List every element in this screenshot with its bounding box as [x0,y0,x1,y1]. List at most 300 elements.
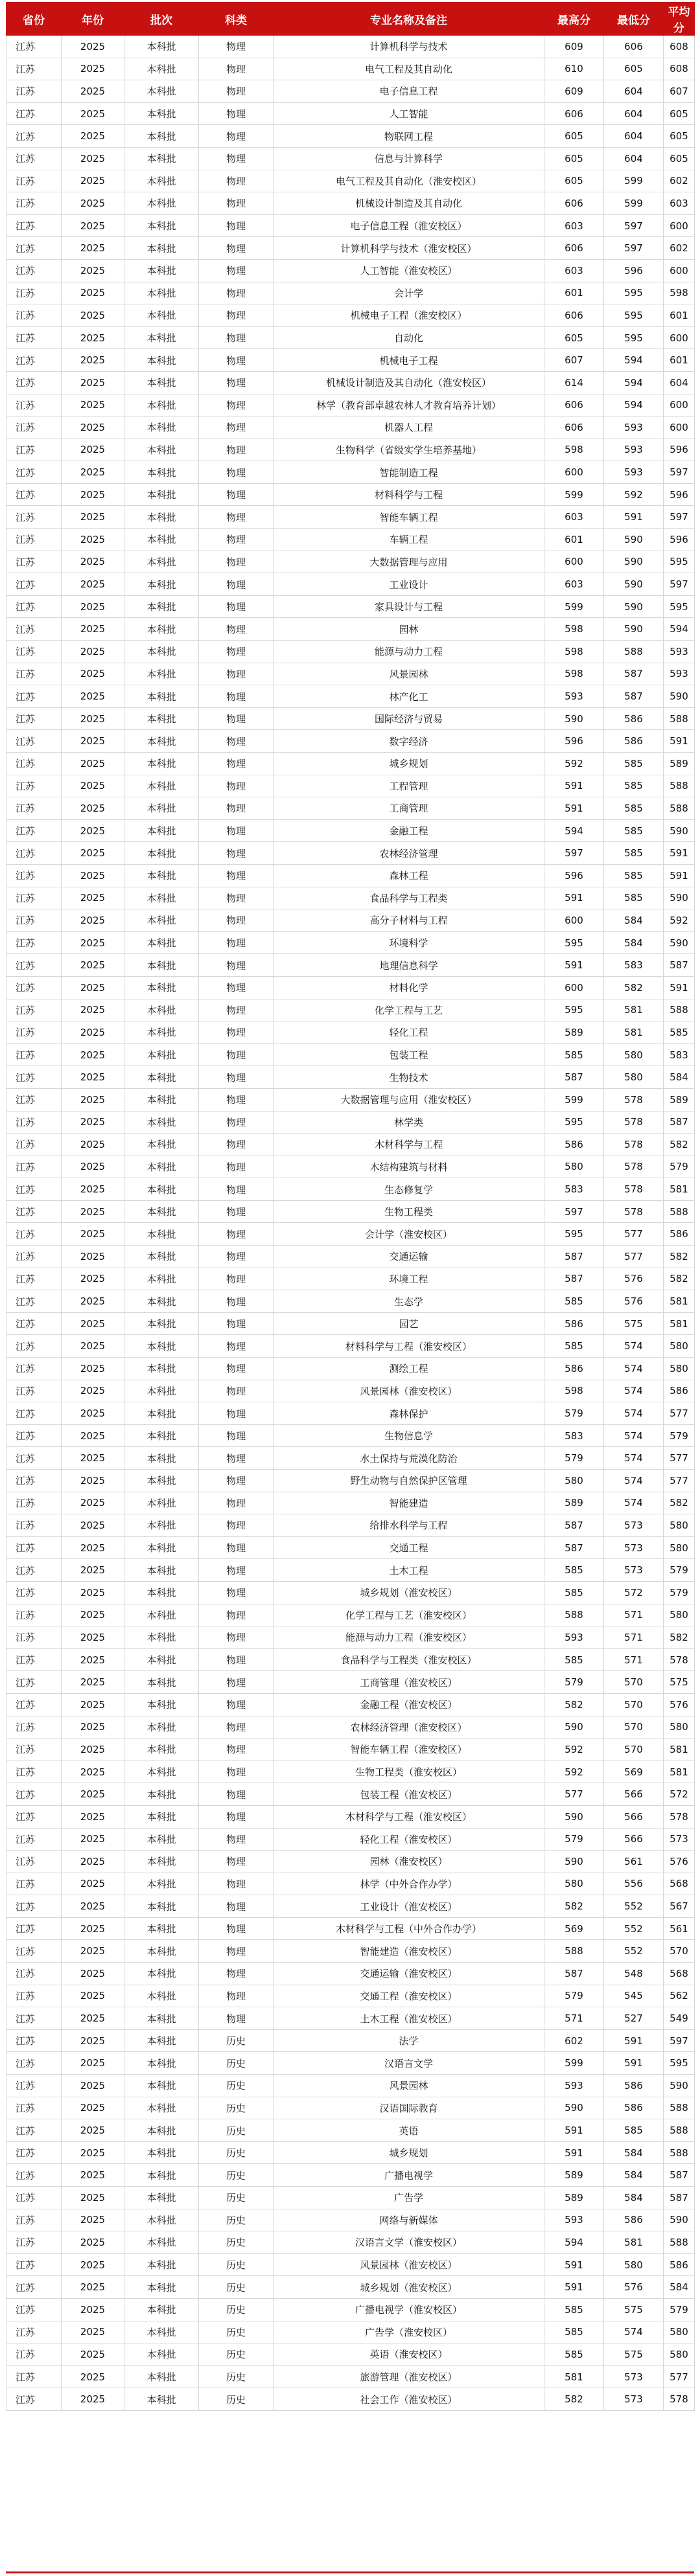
cell-province: 江苏 [6,2007,62,2030]
table-row [6,1514,695,1537]
cell-min-score: 569 [604,1761,664,1783]
cell-min-score: 577 [604,1246,664,1268]
cell-min-score: 585 [604,797,664,820]
cell-major: 电气工程及其自动化 [274,58,544,80]
cell-subject: 物理 [199,125,274,148]
cell-max-score: 588 [544,1604,604,1626]
cell-year: 2025 [62,1985,124,2007]
cell-subject: 物理 [199,1805,274,1828]
cell-min-score: 574 [604,1492,664,1514]
cell-major: 环境工程 [274,1268,544,1290]
cell-avg-score: 583 [664,1043,695,1066]
cell-year: 2025 [62,1805,124,1828]
cell-province: 江苏 [6,1380,62,1402]
cell-batch: 本科批 [124,1581,199,1604]
cell-max-score: 596 [544,730,604,753]
cell-subject: 物理 [199,641,274,663]
cell-avg-score: 588 [664,775,695,797]
cell-subject: 历史 [199,2052,274,2075]
cell-major: 广播电视学（淮安校区） [274,2298,544,2321]
cell-min-score: 585 [604,864,664,887]
cell-batch: 本科批 [124,663,199,685]
cell-min-score: 573 [604,1559,664,1582]
table-row [6,641,695,663]
table-row [6,976,695,999]
cell-year: 2025 [62,1895,124,1918]
cell-year: 2025 [62,1851,124,1873]
cell-province: 江苏 [6,1246,62,1268]
table-row [6,529,695,551]
cell-province: 江苏 [6,1424,62,1447]
cell-avg-score: 602 [664,237,695,260]
cell-year: 2025 [62,1738,124,1761]
cell-min-score: 578 [604,1178,664,1201]
table-row [6,1424,695,1447]
table-row [6,1200,695,1223]
cell-avg-score: 587 [664,2164,695,2187]
cell-max-score: 577 [544,1783,604,1806]
cell-avg-score: 588 [664,797,695,820]
cell-major: 机器人工程 [274,416,544,439]
cell-year: 2025 [62,80,124,103]
cell-batch: 本科批 [124,2119,199,2142]
cell-min-score: 591 [604,2029,664,2052]
table-row [6,1447,695,1470]
table-row [6,483,695,506]
cell-max-score: 589 [544,2164,604,2187]
cell-avg-score: 582 [664,1626,695,1649]
cell-year: 2025 [62,842,124,865]
cell-subject: 物理 [199,1761,274,1783]
cell-major: 土木工程 [274,1559,544,1582]
cell-subject: 物理 [199,909,274,932]
cell-max-score: 595 [544,931,604,954]
cell-avg-score: 591 [664,842,695,865]
cell-batch: 本科批 [124,730,199,753]
cell-year: 2025 [62,1156,124,1178]
cell-major: 英语 [274,2119,544,2142]
cell-avg-score: 577 [664,1402,695,1425]
cell-avg-score: 588 [664,1200,695,1223]
cell-year: 2025 [62,2164,124,2187]
table-row [6,1851,695,1873]
cell-major: 家具设计与工程 [274,595,544,618]
cell-major: 电气工程及其自动化（淮安校区） [274,170,544,192]
cell-year: 2025 [62,663,124,685]
cell-avg-score: 578 [664,2388,695,2411]
cell-major: 计算机科学与技术 [274,36,544,58]
cell-max-score: 595 [544,1111,604,1134]
cell-avg-score: 591 [664,864,695,887]
cell-max-score: 610 [544,58,604,80]
cell-min-score: 527 [604,2007,664,2030]
cell-major: 社会工作（淮安校区） [274,2388,544,2411]
cell-batch: 本科批 [124,1358,199,1380]
cell-min-score: 587 [604,685,664,708]
cell-batch: 本科批 [124,2141,199,2164]
table-row [6,2119,695,2142]
cell-province: 江苏 [6,685,62,708]
cell-major: 大数据管理与应用（淮安校区） [274,1088,544,1111]
table-row [6,2187,695,2209]
cell-year: 2025 [62,1200,124,1223]
cell-batch: 本科批 [124,976,199,999]
cell-subject: 物理 [199,147,274,170]
cell-max-score: 599 [544,2052,604,2075]
cell-province: 江苏 [6,259,62,282]
cell-max-score: 582 [544,1693,604,1716]
cell-avg-score: 600 [664,214,695,237]
cell-province: 江苏 [6,1716,62,1738]
cell-min-score: 552 [604,1940,664,1963]
cell-year: 2025 [62,1536,124,1559]
table-row [6,1066,695,1089]
cell-min-score: 586 [604,2209,664,2231]
table-row [6,931,695,954]
cell-min-score: 561 [604,1851,664,1873]
cell-min-score: 580 [604,2253,664,2276]
table-row [6,1111,695,1134]
cell-batch: 本科批 [124,1178,199,1201]
cell-province: 江苏 [6,1761,62,1783]
cell-province: 江苏 [6,1156,62,1178]
cell-subject: 物理 [199,214,274,237]
cell-avg-score: 577 [664,2365,695,2388]
cell-min-score: 586 [604,2097,664,2119]
cell-province: 江苏 [6,1917,62,1940]
cell-province: 江苏 [6,999,62,1021]
cell-max-score: 591 [544,2253,604,2276]
cell-province: 江苏 [6,641,62,663]
cell-subject: 物理 [199,1581,274,1604]
cell-subject: 物理 [199,1335,274,1358]
cell-subject: 物理 [199,1021,274,1044]
cell-year: 2025 [62,999,124,1021]
cell-avg-score: 605 [664,102,695,125]
cell-max-score: 597 [544,1200,604,1223]
cell-min-score: 552 [604,1917,664,1940]
cell-subject: 物理 [199,371,274,394]
cell-avg-score: 608 [664,36,695,58]
cell-province: 江苏 [6,2365,62,2388]
cell-province: 江苏 [6,976,62,999]
cell-subject: 物理 [199,1043,274,1066]
cell-major: 风景园林（淮安校区） [274,2253,544,2276]
cell-max-score: 599 [544,1088,604,1111]
cell-batch: 本科批 [124,1851,199,1873]
cell-batch: 本科批 [124,214,199,237]
cell-year: 2025 [62,2253,124,2276]
cell-province: 江苏 [6,58,62,80]
cell-subject: 物理 [199,1268,274,1290]
cell-year: 2025 [62,125,124,148]
cell-avg-score: 590 [664,2209,695,2231]
cell-avg-score: 589 [664,1088,695,1111]
cell-major: 车辆工程 [274,529,544,551]
table-row [6,2007,695,2030]
cell-year: 2025 [62,1402,124,1425]
cell-subject: 物理 [199,1693,274,1716]
cell-year: 2025 [62,2141,124,2164]
table-row [6,2231,695,2254]
cell-subject: 物理 [199,931,274,954]
cell-subject: 物理 [199,1648,274,1671]
cell-max-score: 587 [544,1536,604,1559]
cell-year: 2025 [62,753,124,775]
cell-min-score: 570 [604,1716,664,1738]
cell-max-score: 600 [544,976,604,999]
cell-min-score: 571 [604,1604,664,1626]
cell-province: 江苏 [6,2097,62,2119]
cell-max-score: 591 [544,2276,604,2299]
cell-major: 能源与动力工程（淮安校区） [274,1626,544,1649]
cell-year: 2025 [62,1648,124,1671]
cell-subject: 物理 [199,753,274,775]
cell-major: 林学（中外合作办学） [274,1873,544,1895]
header-subject: 科类 [199,3,274,36]
cell-province: 江苏 [6,1088,62,1111]
cell-province: 江苏 [6,2187,62,2209]
cell-max-score: 585 [544,1648,604,1671]
cell-min-score: 570 [604,1671,664,1694]
cell-min-score: 576 [604,2276,664,2299]
admission-score-table [6,2,695,2411]
header-year: 年份 [62,3,124,36]
cell-year: 2025 [62,349,124,372]
table-row [6,1358,695,1380]
cell-batch: 本科批 [124,573,199,596]
cell-avg-score: 580 [664,1716,695,1738]
cell-province: 江苏 [6,1402,62,1425]
cell-avg-score: 578 [664,1805,695,1828]
cell-avg-score: 597 [664,2029,695,2052]
cell-year: 2025 [62,483,124,506]
cell-major: 交通运输 [274,1246,544,1268]
cell-avg-score: 600 [664,416,695,439]
cell-year: 2025 [62,1716,124,1738]
cell-province: 江苏 [6,439,62,461]
cell-major: 森林保护 [274,1402,544,1425]
cell-min-score: 566 [604,1805,664,1828]
table-row [6,1268,695,1290]
cell-min-score: 604 [604,80,664,103]
table-row [6,439,695,461]
cell-province: 江苏 [6,707,62,730]
cell-subject: 物理 [199,775,274,797]
table-row [6,1134,695,1156]
cell-province: 江苏 [6,1470,62,1492]
cell-subject: 物理 [199,1200,274,1223]
cell-min-score: 552 [604,1895,664,1918]
cell-batch: 本科批 [124,1088,199,1111]
header-row [6,3,695,36]
cell-province: 江苏 [6,102,62,125]
cell-max-score: 614 [544,371,604,394]
cell-min-score: 599 [604,170,664,192]
cell-year: 2025 [62,439,124,461]
cell-min-score: 591 [604,2052,664,2075]
cell-province: 江苏 [6,842,62,865]
cell-major: 机械设计制造及其自动化（淮安校区） [274,371,544,394]
cell-batch: 本科批 [124,775,199,797]
cell-province: 江苏 [6,1290,62,1313]
cell-min-score: 594 [604,394,664,416]
table-row [6,1402,695,1425]
cell-major: 测绘工程 [274,1358,544,1380]
cell-min-score: 594 [604,349,664,372]
table-row [6,1335,695,1358]
cell-min-score: 570 [604,1738,664,1761]
cell-subject: 物理 [199,1492,274,1514]
cell-province: 江苏 [6,1940,62,1963]
cell-avg-score: 604 [664,371,695,394]
cell-batch: 本科批 [124,1559,199,1582]
cell-subject: 物理 [199,1626,274,1649]
cell-min-score: 571 [604,1626,664,1649]
cell-subject: 物理 [199,1604,274,1626]
table-row [6,1312,695,1335]
cell-subject: 物理 [199,1447,274,1470]
cell-batch: 本科批 [124,1940,199,1963]
table-row [6,2075,695,2097]
cell-batch: 本科批 [124,1761,199,1783]
cell-major: 英语（淮安校区） [274,2343,544,2366]
cell-avg-score: 600 [664,259,695,282]
cell-subject: 物理 [199,282,274,304]
cell-avg-score: 584 [664,1066,695,1089]
cell-min-score: 594 [604,371,664,394]
cell-max-score: 595 [544,1223,604,1246]
table-row [6,2164,695,2187]
cell-avg-score: 603 [664,192,695,215]
table-row [6,102,695,125]
cell-subject: 物理 [199,663,274,685]
cell-min-score: 578 [604,1088,664,1111]
cell-province: 江苏 [6,573,62,596]
header-max-score: 最高分 [544,3,604,36]
cell-avg-score: 588 [664,2097,695,2119]
cell-max-score: 592 [544,1738,604,1761]
cell-major: 电子信息工程 [274,80,544,103]
cell-subject: 物理 [199,618,274,641]
cell-major: 智能车辆工程（淮安校区） [274,1738,544,1761]
cell-province: 江苏 [6,887,62,909]
cell-batch: 本科批 [124,2388,199,2411]
cell-batch: 本科批 [124,1200,199,1223]
cell-major: 工业设计（淮安校区） [274,1895,544,1918]
cell-max-score: 587 [544,1246,604,1268]
table-row [6,1380,695,1402]
cell-year: 2025 [62,2388,124,2411]
cell-max-score: 571 [544,2007,604,2030]
cell-batch: 本科批 [124,416,199,439]
cell-year: 2025 [62,1514,124,1537]
cell-avg-score: 580 [664,1335,695,1358]
cell-province: 江苏 [6,282,62,304]
cell-max-score: 585 [544,1581,604,1604]
table-row [6,214,695,237]
cell-major: 会计学（淮安校区） [274,1223,544,1246]
cell-province: 江苏 [6,1066,62,1089]
cell-province: 江苏 [6,2075,62,2097]
cell-subject: 物理 [199,1380,274,1402]
cell-major: 机械设计制造及其自动化 [274,192,544,215]
table-row [6,2343,695,2366]
cell-batch: 本科批 [124,1134,199,1156]
cell-subject: 物理 [199,1088,274,1111]
cell-major: 国际经济与贸易 [274,707,544,730]
cell-major: 木材科学与工程（中外合作办学） [274,1917,544,1940]
cell-province: 江苏 [6,529,62,551]
table-row [6,1648,695,1671]
cell-max-score: 585 [544,2321,604,2343]
cell-province: 江苏 [6,2343,62,2366]
cell-min-score: 548 [604,1963,664,1985]
cell-min-score: 580 [604,1066,664,1089]
cell-max-score: 600 [544,551,604,573]
cell-subject: 历史 [199,2141,274,2164]
cell-min-score: 578 [604,1200,664,1223]
cell-batch: 本科批 [124,102,199,125]
cell-max-score: 598 [544,1380,604,1402]
table-row [6,730,695,753]
cell-max-score: 605 [544,147,604,170]
cell-max-score: 595 [544,999,604,1021]
cell-major: 信息与计算科学 [274,147,544,170]
table-row [6,1940,695,1963]
cell-min-score: 584 [604,2141,664,2164]
header-min-score: 最低分 [604,3,664,36]
cell-major: 城乡规划 [274,753,544,775]
cell-max-score: 593 [544,2075,604,2097]
cell-province: 江苏 [6,2388,62,2411]
cell-avg-score: 573 [664,1828,695,1851]
cell-year: 2025 [62,931,124,954]
cell-min-score: 574 [604,1380,664,1402]
cell-avg-score: 590 [664,887,695,909]
cell-min-score: 581 [604,2231,664,2254]
cell-subject: 物理 [199,394,274,416]
cell-max-score: 579 [544,1828,604,1851]
cell-subject: 物理 [199,1178,274,1201]
table-row [6,192,695,215]
cell-major: 生物科学（省级实学生培养基地） [274,439,544,461]
table-row [6,2321,695,2343]
cell-max-score: 583 [544,1424,604,1447]
cell-major: 工程管理 [274,775,544,797]
cell-batch: 本科批 [124,1693,199,1716]
cell-batch: 本科批 [124,1604,199,1626]
cell-major: 大数据管理与应用 [274,551,544,573]
cell-min-score: 581 [604,1021,664,1044]
cell-major: 人工智能 [274,102,544,125]
cell-year: 2025 [62,2231,124,2254]
cell-min-score: 573 [604,2388,664,2411]
cell-major: 材料科学与工程 [274,483,544,506]
bottom-accent-line [6,2571,694,2573]
cell-min-score: 604 [604,102,664,125]
table-row [6,1873,695,1895]
table-row [6,1761,695,1783]
cell-province: 江苏 [6,80,62,103]
cell-avg-score: 605 [664,125,695,148]
cell-avg-score: 581 [664,1761,695,1783]
cell-batch: 本科批 [124,551,199,573]
cell-province: 江苏 [6,1178,62,1201]
cell-min-score: 581 [604,999,664,1021]
cell-max-score: 599 [544,483,604,506]
cell-subject: 物理 [199,573,274,596]
